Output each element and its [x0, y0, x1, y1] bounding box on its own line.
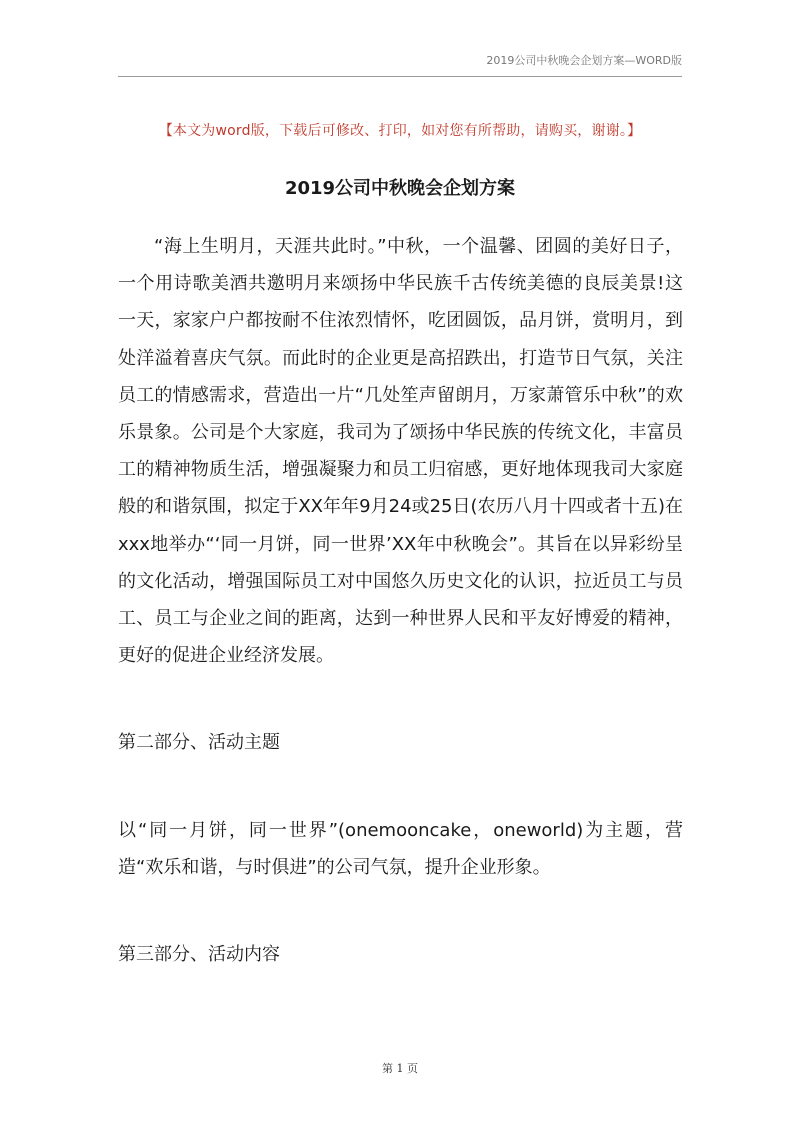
intro-paragraph: “海上生明月，天涯共此时。”中秋，一个温馨、团圆的美好日子，一个用诗歌美酒共邀明月来颂扬中华民族千古传统美德的良辰美景!这一天，家家户户都按耐不住浓烈情怀，吃团圆饭，品月饼，赏明月，到处洋溢着喜庆气氛。而此时的企业更是高招跌出，打造节日气氛，关注员工的情感需求，营造出一片“几处笙声留朗月，万家萧管乐中秋”的欢乐景象。公司是个大家庭，我司为了颂扬中华民族的传统文化，丰富员工的精神物质生活，增强凝聚力和员工归宿感，更好地体现我司大家庭般的和谐氛围，拟定于XX年年9月24或25日(农历八月十四或者十五)在xxx地举办“‘同一月饼，同一世界’XX年中秋晚会”。其旨在以异彩纷呈的文化活动，增强国际员工对中国悠久历史文化的认识，拉近员工与员工、员工与企业之间的距离，达到一种世界人民和平友好博爱的精神，更好的促进企业经济发展。: [118, 236, 683, 667]
section-heading-content: 第三部分、活动内容: [118, 944, 280, 966]
page-number: 第 1 页: [382, 1062, 418, 1075]
section-heading-theme: 第二部分、活动主题: [118, 732, 280, 754]
header-text: 2019公司中秋晚会企划方案—WORD版: [486, 54, 682, 67]
theme-paragraph: 以“同一月饼，同一世界”(onemooncake，oneworld)为主题，营造“欢乐和谐，与时俱进”的公司气氛，提升企业形象。: [118, 819, 683, 878]
purchase-notice: 【本文为word版，下载后可修改、打印，如对您有所帮助，请购买，谢谢。】: [158, 123, 642, 139]
page-header: [118, 54, 682, 77]
document-body: [118, 228, 683, 973]
document-title: 2019公司中秋晚会企划方案: [284, 178, 516, 199]
